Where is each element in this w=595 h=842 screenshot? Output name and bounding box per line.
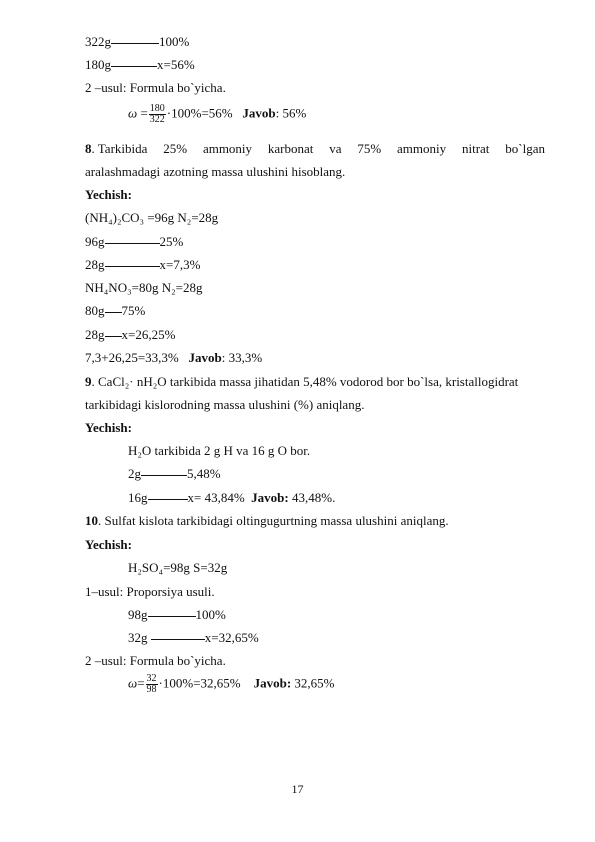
answer-value: 32,65%: [291, 675, 335, 691]
fraction-numerator: 180: [149, 103, 165, 114]
problem-number: 9: [85, 374, 92, 389]
word: va: [329, 141, 342, 156]
dash-line: [111, 43, 159, 44]
dash-line: [105, 266, 160, 267]
proportion-line: [85, 57, 195, 73]
sum-value: 7,3+26,25=33,3%: [85, 350, 179, 365]
word: karbonat: [267, 141, 314, 156]
solution-line: H₂O tarkibida 2 g H va 16 g O bor.: [128, 443, 311, 458]
answer-line: [85, 350, 262, 366]
page-number: 17: [291, 782, 304, 796]
percent-value: 25%: [159, 234, 184, 249]
fraction-numerator: 32: [146, 673, 157, 684]
mass-value: 180g: [85, 57, 111, 72]
mass-value: 28g: [85, 327, 105, 342]
problem-8-start: [85, 141, 147, 157]
percent-value: x=56%: [157, 57, 195, 72]
mass-value: 16g: [128, 490, 148, 505]
method-label: 2 –usul: Formula bo`yicha.: [85, 653, 226, 668]
formula-result: ·100%=56%: [166, 105, 233, 121]
dash-line: [111, 66, 157, 67]
proportion-line: [85, 234, 183, 250]
solution-line: (NH₄)₂CO₃ =96g N₂=28g: [85, 210, 219, 225]
answer-value: 43,48%.: [288, 490, 336, 505]
word: ammoniy: [202, 141, 253, 156]
method-label: 1–usul: Proporsiya usuli.: [85, 584, 215, 599]
solution-heading: Yechish:: [85, 187, 132, 202]
proportion-line: [128, 466, 221, 482]
proportion-line: [128, 607, 226, 623]
mass-value: 28g: [85, 257, 105, 272]
formula-result: ·100%=32,65%: [158, 675, 241, 691]
fraction: [149, 104, 166, 125]
answer-label: Javob: [242, 105, 276, 121]
solution-line: NH₄NO₃=80g N₂=28g: [85, 280, 203, 295]
mass-value: 322g: [85, 34, 111, 49]
dash-line: [105, 336, 122, 337]
problem-number: 8: [85, 141, 92, 156]
fraction: [146, 674, 158, 695]
percent-value: x=32,65%: [204, 630, 259, 645]
problem-9-text: tarkibidagi kislorodning massa ulushini (%) aniqlang.: [85, 397, 365, 412]
dash-line: [105, 243, 160, 244]
problem-10-text: . Sulfat kislota tarkibidagi oltingugurtning massa ulushini aniqlang.: [98, 513, 449, 528]
mass-value: 80g: [85, 303, 105, 318]
problem-10-line: [85, 513, 449, 529]
dash-line: [148, 616, 196, 617]
dash-line: [148, 499, 188, 500]
problem-9-text: . CaCl₂· nH₂O tarkibida massa jihatidan 5,48% vodorod bor bo`lsa, kristallogidrat: [91, 374, 519, 389]
word: 25%: [163, 141, 188, 156]
dash-line: [151, 639, 205, 640]
percent-value: x=26,25%: [121, 327, 176, 342]
percent-value: 75%: [121, 303, 146, 318]
word: bo`lgan: [505, 141, 545, 156]
word: . Tarkibida: [91, 141, 148, 156]
solution-heading: Yechish:: [85, 537, 132, 552]
word: ammoniy: [397, 141, 447, 156]
word: 75%: [357, 141, 382, 156]
problem-8-line: [85, 141, 545, 157]
percent-value: 100%: [159, 34, 190, 49]
mass-value: 96g: [85, 234, 105, 249]
problem-8-text: aralashmadagi azotning massa ulushini hisoblang.: [85, 164, 346, 179]
fraction-denominator: 322: [149, 114, 165, 125]
equals-sign: =: [137, 675, 145, 691]
problem-9-line: [85, 374, 518, 390]
percent-value: 5,48%: [187, 466, 221, 481]
solution-line: H₂SO₄=98g S=32g: [128, 560, 228, 575]
mass-value: 98g: [128, 607, 148, 622]
proportion-line: [85, 327, 175, 343]
mass-value: 32g: [128, 630, 151, 645]
fraction-denominator: 98: [146, 684, 157, 695]
word: nitrat: [461, 141, 490, 156]
equals-sign: =: [137, 105, 148, 121]
answer-value: : 33,3%: [221, 350, 263, 365]
proportion-line: [85, 303, 145, 319]
formula-line: [128, 104, 306, 125]
method-label: 2 –usul: Formula bo`yicha.: [85, 80, 226, 95]
problem-number: 10: [85, 513, 98, 528]
proportion-line: [128, 630, 259, 646]
dash-line: [141, 475, 187, 476]
dash-line: [105, 312, 122, 313]
proportion-line: [85, 257, 200, 273]
answer-label: Javob:: [251, 490, 289, 505]
omega-symbol: ω: [128, 675, 138, 691]
percent-value: x= 43,84%: [187, 490, 245, 505]
proportion-line: [85, 34, 189, 50]
percent-value: x=7,3%: [159, 257, 201, 272]
proportion-line: [128, 490, 335, 506]
formula-line: [128, 674, 335, 695]
percent-value: 100%: [195, 607, 226, 622]
mass-value: 2g: [128, 466, 141, 481]
solution-heading: Yechish:: [85, 420, 132, 435]
answer-label: Javob: [188, 350, 222, 365]
answer-label: Javob:: [253, 675, 292, 691]
answer-value: : 56%: [275, 105, 307, 121]
omega-symbol: ω: [128, 105, 138, 121]
